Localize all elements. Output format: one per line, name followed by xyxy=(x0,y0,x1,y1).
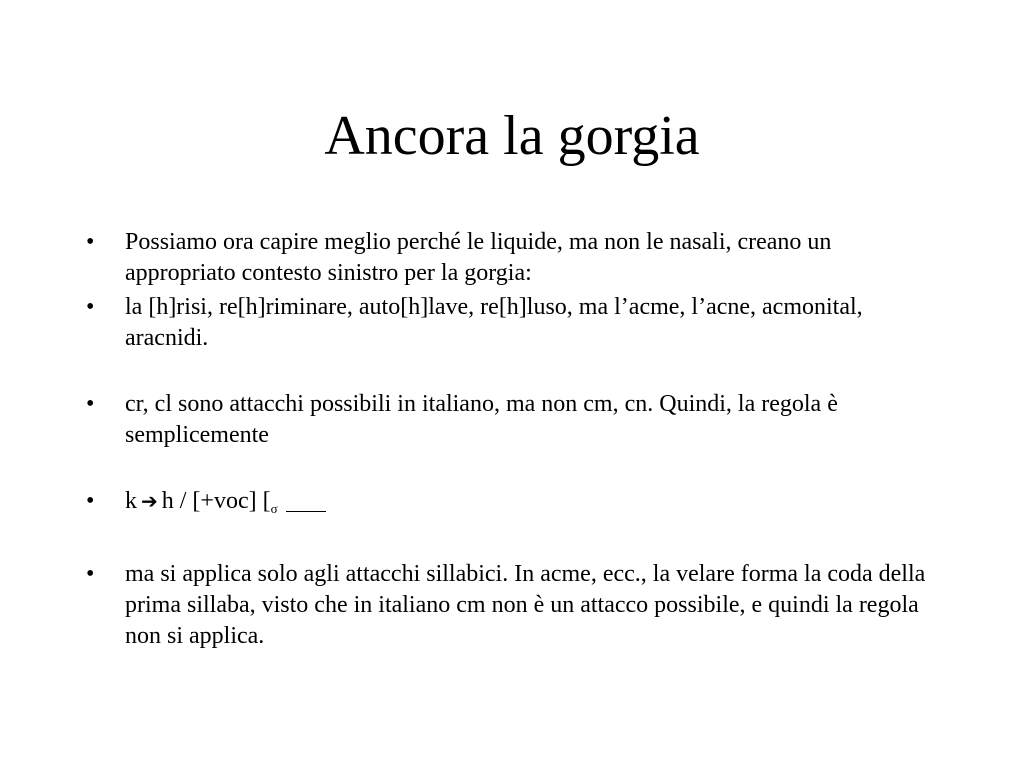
bullet-item xyxy=(0,292,1024,354)
sigma-subscript: σ xyxy=(270,501,278,516)
bullet-marker: • xyxy=(86,294,95,320)
bullet-item-rule xyxy=(0,486,1024,524)
bullet-item xyxy=(0,559,1024,652)
bullet-item xyxy=(0,389,1024,451)
bullet-text: cr, cl sono attacchi possibili in italiano, ma non cm, cn. Quindi, la regola è semplicemente xyxy=(125,391,838,448)
bullet-marker: • xyxy=(86,229,95,255)
rule-input: k xyxy=(125,488,137,514)
bullet-marker: • xyxy=(86,561,95,587)
bullet-text: Possiamo ora capire meglio perché le liquide, ma non le nasali, creano un appropriato contesto sinistro per la gorgia: xyxy=(125,229,832,286)
rule-output: h / [+voc] [ xyxy=(161,488,271,514)
bullet-marker: • xyxy=(86,391,95,417)
slide-title: Ancora la gorgia xyxy=(324,105,700,167)
bullet-marker: • xyxy=(86,488,95,514)
right-arrow-icon: ➔ xyxy=(141,489,158,513)
bullet-text: la [h]risi, re[h]riminare, auto[h]lave, re[h]luso, ma l’acme, l’acne, acmonital, aracnidi. xyxy=(125,294,863,351)
bullet-text: ma si applica solo agli attacchi sillabici. In acme, ecc., la velare forma la coda della prima sillaba, visto che in italiano cm non è un attacco possibile, e quindi la regola non si applica. xyxy=(125,561,926,649)
blank-slot xyxy=(286,511,326,512)
bullet-item xyxy=(0,227,1024,289)
bullet-list xyxy=(0,227,1024,652)
